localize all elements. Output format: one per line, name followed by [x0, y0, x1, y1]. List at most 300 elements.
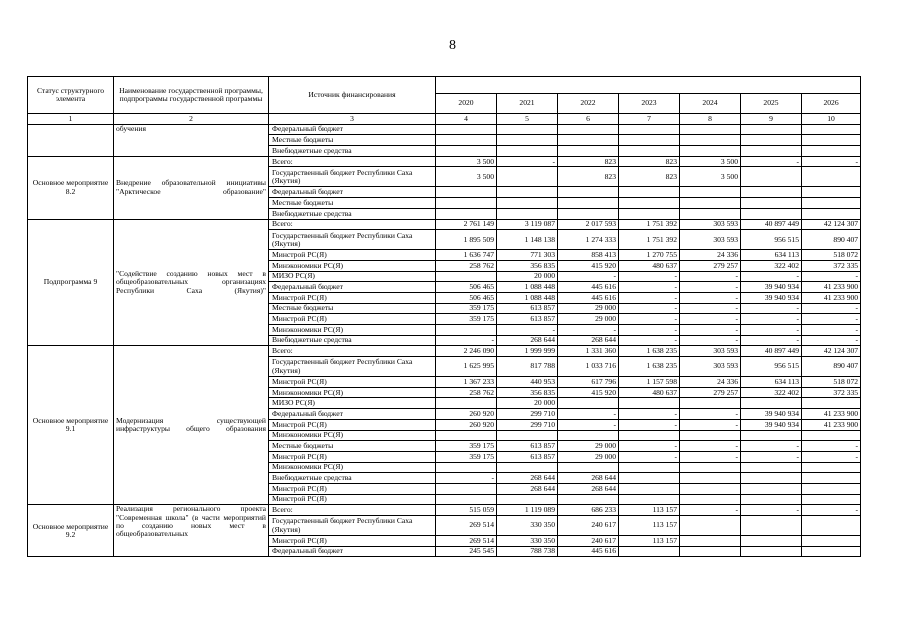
- row-value: [741, 516, 802, 536]
- row-value: 303 593: [680, 230, 741, 250]
- row-source: Государственный бюджет Республики Саха (Якутия): [269, 357, 436, 377]
- row-value: 1 751 392: [619, 230, 680, 250]
- row-value: -: [558, 409, 619, 420]
- row-value: [802, 473, 861, 484]
- row-value: 415 920: [558, 387, 619, 398]
- row-value: [558, 494, 619, 505]
- row-source: Местные бюджеты: [269, 303, 436, 314]
- row-source: Федеральный бюджет: [269, 187, 436, 198]
- row-status: Подпрограмма 9: [28, 219, 114, 346]
- row-source: Минэкономики РС(Я): [269, 462, 436, 473]
- row-value: 322 402: [741, 387, 802, 398]
- row-value: 303 593: [680, 357, 741, 377]
- row-value: -: [680, 335, 741, 346]
- header-year: 2026: [802, 94, 861, 114]
- row-source: МИЗО РС(Я): [269, 398, 436, 409]
- row-value: [741, 187, 802, 198]
- row-value: -: [436, 335, 497, 346]
- row-value: [802, 546, 861, 557]
- row-value: 1 157 598: [619, 377, 680, 388]
- row-value: 613 857: [497, 314, 558, 325]
- row-value: -: [680, 441, 741, 452]
- row-source: Внебюджетные средства: [269, 473, 436, 484]
- row-value: 480 637: [619, 260, 680, 271]
- row-value: 890 407: [802, 230, 861, 250]
- row-value: 113 157: [619, 516, 680, 536]
- row-value: 40 897 449: [741, 219, 802, 230]
- row-value: [802, 516, 861, 536]
- row-value: [802, 398, 861, 409]
- row-value: 20 000: [497, 398, 558, 409]
- row-value: 24 336: [680, 250, 741, 261]
- row-value: -: [558, 271, 619, 282]
- header-index-row: [28, 114, 861, 125]
- row-value: 1 638 235: [619, 357, 680, 377]
- row-value: 359 175: [436, 441, 497, 452]
- row-value: [619, 198, 680, 209]
- row-value: -: [680, 292, 741, 303]
- row-value: -: [802, 325, 861, 336]
- column-index: 8: [680, 114, 741, 125]
- row-value: [558, 398, 619, 409]
- row-value: [802, 462, 861, 473]
- row-value: [741, 198, 802, 209]
- row-value: [741, 536, 802, 547]
- row-value: -: [802, 156, 861, 167]
- row-value: -: [680, 325, 741, 336]
- row-value: 617 796: [558, 377, 619, 388]
- row-value: 260 920: [436, 409, 497, 420]
- row-value: [680, 473, 741, 484]
- row-value: 269 514: [436, 536, 497, 547]
- row-status: Основное мероприятие 9.2: [28, 505, 114, 557]
- row-value: -: [802, 335, 861, 346]
- row-value: 506 465: [436, 292, 497, 303]
- row-value: [680, 135, 741, 146]
- row-value: [680, 208, 741, 219]
- row-value: [436, 430, 497, 441]
- row-value: [497, 135, 558, 146]
- row-value: -: [497, 156, 558, 167]
- row-value: 2 246 090: [436, 346, 497, 357]
- row-value: 41 233 900: [802, 409, 861, 420]
- row-value: 1 636 747: [436, 250, 497, 261]
- row-source: Внебюджетные средства: [269, 208, 436, 219]
- row-value: 440 953: [497, 377, 558, 388]
- row-value: -: [680, 419, 741, 430]
- row-value: -: [741, 505, 802, 516]
- row-value: 279 257: [680, 387, 741, 398]
- row-value: [436, 124, 497, 135]
- row-value: [802, 146, 861, 157]
- row-value: 299 710: [497, 409, 558, 420]
- row-value: [680, 483, 741, 494]
- row-value: 3 500: [436, 156, 497, 167]
- row-value: 240 617: [558, 516, 619, 536]
- row-value: [802, 167, 861, 187]
- row-value: 1 367 233: [436, 377, 497, 388]
- column-index: 5: [497, 114, 558, 125]
- row-value: 39 940 934: [741, 419, 802, 430]
- row-value: 3 500: [680, 167, 741, 187]
- row-value: 29 000: [558, 451, 619, 462]
- header-source: Источник финансирования: [269, 77, 436, 114]
- row-source: Минстрой РС(Я): [269, 494, 436, 505]
- row-value: [558, 187, 619, 198]
- row-value: -: [619, 271, 680, 282]
- row-value: [680, 536, 741, 547]
- row-value: [619, 135, 680, 146]
- row-program-name: Внедрение образовательной инициативы "Арктическое образование": [114, 156, 269, 219]
- row-value: [741, 483, 802, 494]
- row-value: 39 940 934: [741, 282, 802, 293]
- row-value: 356 835: [497, 387, 558, 398]
- row-source: Государственный бюджет Республики Саха (Якутия): [269, 230, 436, 250]
- header-name: Наименование государственной программы, подпрограммы государственной программы: [114, 77, 269, 114]
- row-source: Федеральный бюджет: [269, 546, 436, 557]
- row-value: [741, 124, 802, 135]
- row-value: 823: [619, 167, 680, 187]
- column-index: 1: [28, 114, 114, 125]
- row-value: 3 500: [436, 167, 497, 187]
- row-value: 890 407: [802, 357, 861, 377]
- row-value: [436, 208, 497, 219]
- row-source: Минэкономики РС(Я): [269, 387, 436, 398]
- row-value: [436, 494, 497, 505]
- row-value: 279 257: [680, 260, 741, 271]
- row-value: [436, 483, 497, 494]
- row-source: Минстрой РС(Я): [269, 419, 436, 430]
- row-value: 39 940 934: [741, 409, 802, 420]
- row-value: 480 637: [619, 387, 680, 398]
- row-value: 268 644: [558, 473, 619, 484]
- row-value: 1 270 755: [619, 250, 680, 261]
- row-value: -: [619, 419, 680, 430]
- row-value: 3 119 087: [497, 219, 558, 230]
- row-status: [28, 124, 114, 156]
- row-source: Федеральный бюджет: [269, 409, 436, 420]
- row-value: [680, 516, 741, 536]
- row-value: 41 233 900: [802, 282, 861, 293]
- row-source: Минстрой РС(Я): [269, 536, 436, 547]
- header-years-group: [436, 77, 861, 94]
- row-value: 258 762: [436, 260, 497, 271]
- row-value: -: [741, 441, 802, 452]
- row-value: [436, 462, 497, 473]
- row-value: [802, 198, 861, 209]
- row-value: 303 593: [680, 346, 741, 357]
- row-value: -: [741, 451, 802, 462]
- row-source: Минстрой РС(Я): [269, 483, 436, 494]
- row-value: [619, 146, 680, 157]
- row-value: [680, 546, 741, 557]
- row-source: Местные бюджеты: [269, 135, 436, 146]
- header-year: 2023: [619, 94, 680, 114]
- row-value: [497, 198, 558, 209]
- row-source: Всего:: [269, 219, 436, 230]
- row-value: 41 233 900: [802, 292, 861, 303]
- row-value: [802, 536, 861, 547]
- row-value: [558, 135, 619, 146]
- row-value: [680, 146, 741, 157]
- column-index: 10: [802, 114, 861, 125]
- row-value: [741, 473, 802, 484]
- row-value: [619, 546, 680, 557]
- row-value: [436, 187, 497, 198]
- row-value: -: [741, 303, 802, 314]
- row-value: 20 000: [497, 271, 558, 282]
- row-value: -: [619, 409, 680, 420]
- row-source: Всего:: [269, 156, 436, 167]
- row-value: [680, 430, 741, 441]
- row-value: 515 059: [436, 505, 497, 516]
- row-value: -: [741, 335, 802, 346]
- row-program-name: Модернизация существующей инфраструктуры общего образования: [114, 346, 269, 505]
- row-value: [497, 462, 558, 473]
- row-source: Минэкономики РС(Я): [269, 430, 436, 441]
- row-value: -: [436, 473, 497, 484]
- row-value: 634 113: [741, 377, 802, 388]
- row-value: [497, 167, 558, 187]
- row-value: 771 303: [497, 250, 558, 261]
- row-value: 299 710: [497, 419, 558, 430]
- row-program-name: обучения: [114, 124, 269, 156]
- row-value: 268 644: [497, 483, 558, 494]
- row-value: [680, 398, 741, 409]
- row-value: 1 274 333: [558, 230, 619, 250]
- page-number: 8: [449, 38, 456, 53]
- financing-table: [27, 76, 861, 557]
- row-value: -: [802, 505, 861, 516]
- row-program-name: "Содействие созданию новых мест в общеобразовательных организациях Республики Саха (Якутия)": [114, 219, 269, 346]
- row-value: 1 638 235: [619, 346, 680, 357]
- row-value: 823: [619, 156, 680, 167]
- row-source: Всего:: [269, 505, 436, 516]
- row-source: Минстрой РС(Я): [269, 250, 436, 261]
- row-source: Государственный бюджет Республики Саха (Якутия): [269, 516, 436, 536]
- row-value: [741, 494, 802, 505]
- row-value: 42 124 307: [802, 219, 861, 230]
- row-value: 3 500: [680, 156, 741, 167]
- row-value: 686 233: [558, 505, 619, 516]
- row-value: 613 857: [497, 451, 558, 462]
- row-value: -: [619, 292, 680, 303]
- row-value: -: [619, 441, 680, 452]
- row-value: 40 897 449: [741, 346, 802, 357]
- row-value: [802, 124, 861, 135]
- row-value: 823: [558, 167, 619, 187]
- row-value: 113 157: [619, 505, 680, 516]
- row-value: 1 148 138: [497, 230, 558, 250]
- row-value: 29 000: [558, 314, 619, 325]
- row-value: [680, 462, 741, 473]
- row-value: -: [497, 325, 558, 336]
- row-value: 330 350: [497, 516, 558, 536]
- row-source: Минэкономики РС(Я): [269, 260, 436, 271]
- row-value: [619, 483, 680, 494]
- row-value: 258 762: [436, 387, 497, 398]
- row-value: 268 644: [558, 483, 619, 494]
- row-value: 268 644: [497, 473, 558, 484]
- row-status: Основное мероприятие 8.2: [28, 156, 114, 219]
- row-value: 788 738: [497, 546, 558, 557]
- row-source: Федеральный бюджет: [269, 124, 436, 135]
- row-value: [436, 271, 497, 282]
- row-value: 269 514: [436, 516, 497, 536]
- row-value: [680, 124, 741, 135]
- row-value: 1 751 392: [619, 219, 680, 230]
- row-value: -: [680, 271, 741, 282]
- row-value: 29 000: [558, 303, 619, 314]
- row-value: -: [741, 325, 802, 336]
- row-value: 506 465: [436, 282, 497, 293]
- row-value: 29 000: [558, 441, 619, 452]
- row-source: Минстрой РС(Я): [269, 292, 436, 303]
- row-value: -: [802, 303, 861, 314]
- row-value: [436, 135, 497, 146]
- row-value: -: [680, 451, 741, 462]
- row-value: 817 788: [497, 357, 558, 377]
- row-value: -: [802, 441, 861, 452]
- row-value: [558, 430, 619, 441]
- row-source: Местные бюджеты: [269, 441, 436, 452]
- row-value: 1 625 995: [436, 357, 497, 377]
- column-index: 2: [114, 114, 269, 125]
- row-value: [619, 462, 680, 473]
- header-year: 2021: [497, 94, 558, 114]
- row-value: [558, 146, 619, 157]
- row-value: [680, 494, 741, 505]
- row-source: Внебюджетные средства: [269, 335, 436, 346]
- row-value: -: [741, 271, 802, 282]
- row-value: 518 072: [802, 377, 861, 388]
- row-value: [802, 135, 861, 146]
- row-value: -: [619, 303, 680, 314]
- row-source: Государственный бюджет Республики Саха (Якутия): [269, 167, 436, 187]
- row-value: [619, 208, 680, 219]
- header-year: 2020: [436, 94, 497, 114]
- row-value: 2 017 593: [558, 219, 619, 230]
- row-value: 858 413: [558, 250, 619, 261]
- row-value: -: [680, 314, 741, 325]
- header-status: Статус структурного элемента: [28, 77, 114, 114]
- table-row: [28, 156, 861, 167]
- row-value: [741, 462, 802, 473]
- row-value: [802, 430, 861, 441]
- column-index: 6: [558, 114, 619, 125]
- row-value: 956 515: [741, 357, 802, 377]
- row-value: 445 616: [558, 546, 619, 557]
- row-value: 41 233 900: [802, 419, 861, 430]
- row-value: -: [680, 505, 741, 516]
- header-year: 2022: [558, 94, 619, 114]
- column-index: 3: [269, 114, 436, 125]
- row-value: [558, 462, 619, 473]
- header-row: [28, 77, 861, 94]
- row-value: 245 545: [436, 546, 497, 557]
- row-value: 39 940 934: [741, 292, 802, 303]
- row-value: 372 335: [802, 260, 861, 271]
- row-value: 42 124 307: [802, 346, 861, 357]
- row-value: 356 835: [497, 260, 558, 271]
- row-value: -: [680, 282, 741, 293]
- row-value: -: [680, 303, 741, 314]
- row-value: 1 895 509: [436, 230, 497, 250]
- row-value: 1 088 448: [497, 292, 558, 303]
- row-value: [741, 208, 802, 219]
- row-value: 113 157: [619, 536, 680, 547]
- row-value: [619, 398, 680, 409]
- row-value: [802, 208, 861, 219]
- row-value: -: [558, 419, 619, 430]
- row-value: -: [558, 325, 619, 336]
- row-value: [619, 430, 680, 441]
- row-status: Основное мероприятие 9.1: [28, 346, 114, 505]
- row-value: 260 920: [436, 419, 497, 430]
- row-value: 1 119 089: [497, 505, 558, 516]
- row-value: 1 033 716: [558, 357, 619, 377]
- row-value: 330 350: [497, 536, 558, 547]
- row-value: [436, 325, 497, 336]
- row-value: 415 920: [558, 260, 619, 271]
- row-value: [802, 494, 861, 505]
- row-value: 1 088 448: [497, 282, 558, 293]
- row-value: 613 857: [497, 303, 558, 314]
- row-value: [741, 135, 802, 146]
- row-value: 240 617: [558, 536, 619, 547]
- row-source: МИЗО РС(Я): [269, 271, 436, 282]
- row-value: -: [802, 314, 861, 325]
- table-row: [28, 346, 861, 357]
- row-value: [619, 124, 680, 135]
- row-value: [680, 187, 741, 198]
- row-value: [802, 187, 861, 198]
- row-value: 359 175: [436, 451, 497, 462]
- row-source: Всего:: [269, 346, 436, 357]
- row-value: [497, 208, 558, 219]
- table-row: [28, 124, 861, 135]
- row-value: 518 072: [802, 250, 861, 261]
- column-index: 4: [436, 114, 497, 125]
- row-value: [741, 167, 802, 187]
- row-value: 613 857: [497, 441, 558, 452]
- header-year: 2025: [741, 94, 802, 114]
- row-value: 372 335: [802, 387, 861, 398]
- row-value: [558, 208, 619, 219]
- row-value: 445 616: [558, 292, 619, 303]
- row-value: 445 616: [558, 282, 619, 293]
- row-value: -: [619, 282, 680, 293]
- row-value: 634 113: [741, 250, 802, 261]
- row-value: [497, 187, 558, 198]
- table-row: [28, 505, 861, 516]
- row-value: [619, 494, 680, 505]
- row-value: -: [802, 271, 861, 282]
- row-source: Минстрой РС(Я): [269, 314, 436, 325]
- row-value: [741, 398, 802, 409]
- row-value: 956 515: [741, 230, 802, 250]
- row-value: [558, 124, 619, 135]
- row-value: [497, 124, 558, 135]
- row-value: -: [741, 156, 802, 167]
- row-value: [436, 146, 497, 157]
- row-value: 303 593: [680, 219, 741, 230]
- row-value: [619, 187, 680, 198]
- row-value: -: [802, 451, 861, 462]
- row-source: Минэкономики РС(Я): [269, 325, 436, 336]
- table-row: [28, 219, 861, 230]
- row-source: Минстрой РС(Я): [269, 377, 436, 388]
